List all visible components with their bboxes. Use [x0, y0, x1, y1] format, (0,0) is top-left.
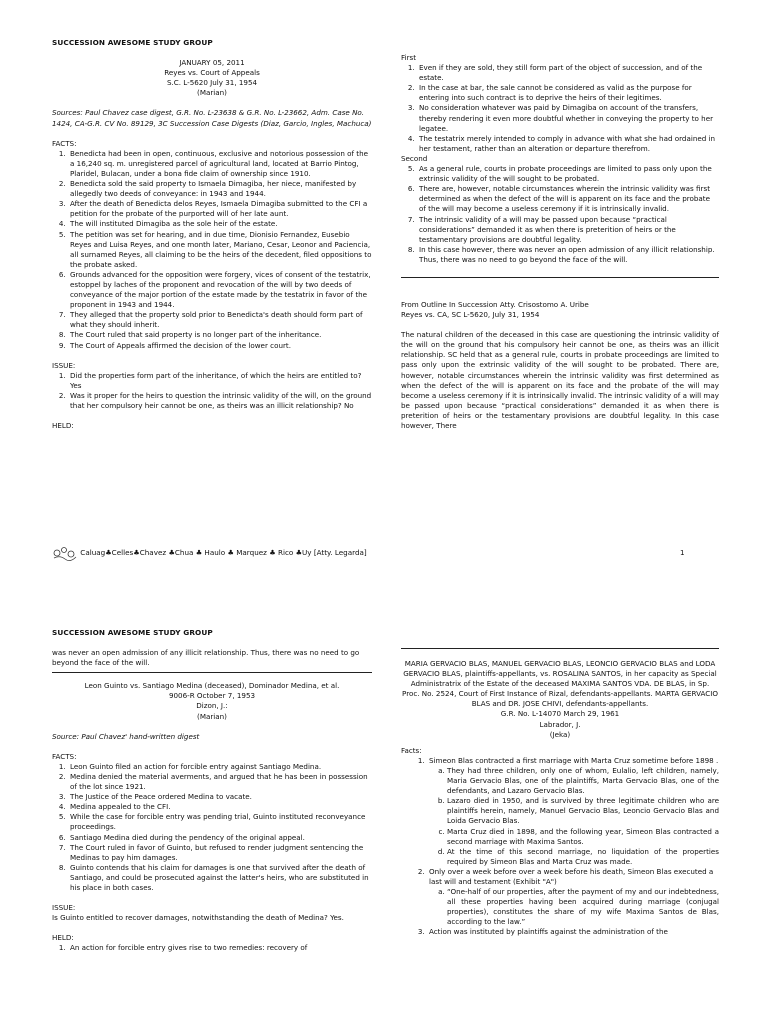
list-item-text: Only over a week before over a week before his death, Simeon Blas executed a last will and testament (Exhibit "A"): [429, 866, 714, 886]
list-item: 1. Did the properties form part of the inheritance, of which the heirs are entitled to? Yes: [68, 371, 372, 391]
list-item: 7. They alleged that the property sold prior to Benedicta's death should form part of what they should inherit.: [68, 310, 372, 330]
list-item: 3. The Justice of the Peace ordered Medina to vacate.: [68, 792, 372, 802]
list-item: 2. Benedicta sold the said property to Ismaela Dimagiba, her niece, manifested by allegedly two deeds of conveyance: in 1943 and 1944.: [68, 179, 372, 199]
facts-list: [52, 762, 372, 893]
list-item: 8. The Court ruled that said property is no longer part of the inheritance.: [68, 330, 372, 340]
issues-list: [52, 371, 372, 411]
held-label: HELD:: [52, 933, 74, 943]
list-item: [427, 867, 719, 928]
list-item: 4. The testatrix merely intended to comply in advance with what she had ordained in her testament, rather than an alteration or departure therefrom.: [417, 134, 719, 154]
ponente: Dizon, J.:: [196, 701, 228, 711]
sources: Sources: Paul Chavez case digest, G.R. No. L-23638 & G.R. No. L-23662, Adm. Case No. 1424, CA-G.R. CV No. 89129, 3C Succession Case Digests (Diaz, Garcio, Ingles, Machuca): [52, 108, 372, 128]
outline-text: The natural children of the deceased in this case are questioning the intrinsic validity of the will on the ground that his compulsory heir cannot be one, as theirs was an illicit relationship. SC held that as a general rule, courts in probate proceedings are limited to pass only upon the extrinsic validity of the will sought to be probated. There are, however, notable circumstances wherein the intrinsic validity was first determined as when the defect of the will is apparent on its face and the probate of the will may become a useless ceremony if it is intrinsically invalid. The intrinsic validity of a will may be passed upon because “practical considerations” demanded it as when there is preterition of heirs or the testamentary provisions are doubtful legality. In this case however, There: [401, 330, 719, 430]
list-item: 1. Even if they are sold, they still form part of the object of succession, and of the estate.: [417, 63, 719, 83]
sub-list: [429, 766, 719, 867]
list-item: 3. After the death of Benedicta delos Reyes, Ismaela Dimagiba submitted to the CFI a petition for the probate of the purported will of her late aunt.: [68, 199, 372, 219]
facts-label: FACTS:: [52, 138, 77, 148]
list-item: 4. The will instituted Dimagiba as the sole heir of the estate.: [68, 219, 372, 229]
second-label: Second: [401, 153, 428, 163]
list-item: 7. The intrinsic validity of a will may be passed upon because “practical considerations” demanded it as when there is preterition of heirs or the testamentary provisions are doubtful legality.: [417, 215, 719, 245]
list-item: d. At the time of this second marriage, no liquidation of the properties required by Simeon Blas and Marta Cruz was made.: [447, 847, 719, 867]
source: Source: Paul Chavez' hand-written digest: [52, 731, 200, 741]
case-title: MARIA GERVACIO BLAS, MANUEL GERVACIO BLAS, LEONCIO GERVACIO BLAS and LODA GERVACIO BLAS, plaintiffs-appellants, vs. ROSALINA SANTOS, in her capacity as Special Administratrix of the Estate of the deceased MAXIMA SANTOS VDA. DE BLAS, in Sp. Proc. No. 2524, Court of First Instance of Rizal, defendants-appellants. MARTA GERVACIO BLAS and DR. JOSE CHIVI, defendants-appellants.: [402, 659, 718, 709]
list-item: 5. While the case for forcible entry was pending trial, Guinto instituted reconveyance proceedings.: [68, 812, 372, 832]
case-date: JANUARY 05, 2011: [179, 58, 245, 68]
page1-left-column: [52, 38, 372, 431]
page-gap: [0, 580, 768, 598]
document-page-2: [0, 598, 768, 1024]
page-footer: [52, 545, 692, 561]
list-item: 1. Leon Guinto filed an action for forcible entry against Santiago Medina.: [68, 762, 372, 772]
continuation-text: was never an open admission of any illicit relationship. Thus, there was no need to go beyond the face of the will.: [52, 648, 360, 668]
issue-text: Is Guinto entitled to recover damages, notwithstanding the death of Medina? Yes.: [52, 913, 344, 923]
page2-left-column: [52, 628, 372, 953]
first-label: First: [401, 53, 417, 62]
list-item: a. “One-half of our properties, after the payment of my and our indebtedness, all these properties having been acquired during marriage (conjugal properties), constitutes the share of my wife Maxima Santos de Blas, according to the law.”: [447, 887, 719, 927]
held-label: HELD:: [52, 421, 74, 431]
list-item: 4. Medina appealed to the CFI.: [68, 802, 372, 812]
list-item: a. They had three children, only one of whom, Eulalio, left children, namely, Maria Gervacio Blas, one of the plaintiffs, Marta Gervacio Blas, one of the defendants, and Lazaro Gervacio Blas.: [447, 766, 719, 796]
list-item: 6. Grounds advanced for the opposition were forgery, vices of consent of the testatrix, estoppel by laches of the proponent and revocation of the will by two deeds of conveyance of the major portion of the estate made by the testatrix in favor of the proponent in 1943 and 1944.: [68, 270, 372, 310]
list-item: 3. No consideration whatever was paid by Dimagiba on account of the transfers, thereby rendering it even more doubtful whether in conveying the property to her legatee.: [417, 103, 719, 133]
page2-right-column: [401, 648, 719, 938]
sub-list: [429, 887, 719, 927]
second-list: [401, 164, 719, 265]
issue-label: ISSUE:: [52, 903, 76, 913]
facts-label: Facts:: [401, 745, 422, 755]
list-item: 2. Medina denied the material averments, and argued that he has been in possession of the lot since 1921.: [68, 772, 372, 792]
list-item: 2. Was it proper for the heirs to question the intrinsic validity of the will, on the ground that her compulsory heir cannot be one, as theirs was an illicit relationship? No: [68, 391, 372, 411]
list-item: 6. There are, however, notable circumstances wherein the intrinsic validity was first determined as when the defect of the will is apparent on its face and the probate of the will may become a useless ceremony if it is intrinsically invalid.: [417, 184, 719, 214]
list-item: 6. Santiago Medina died during the pendency of the original appeal.: [68, 833, 372, 843]
list-item: c. Marta Cruz died in 1898, and the following year, Simeon Blas contracted a second marriage with Maxima Santos.: [447, 827, 719, 847]
list-item-text: Simeon Blas contracted a first marriage with Marta Cruz sometime before 1898 .: [429, 755, 719, 765]
list-item: 9. The Court of Appeals affirmed the decision of the lower court.: [68, 341, 372, 351]
list-item: 1. An action for forcible entry gives rise to two remedies: recovery of: [68, 943, 372, 953]
case-title: Reyes vs. Court of Appeals: [164, 68, 260, 78]
outline-case: Reyes vs. CA, SC L-5620, July 31, 1954: [401, 310, 540, 320]
ponente: Labrador, J.: [539, 719, 581, 729]
running-header: SUCCESSION AWESOME STUDY GROUP: [52, 628, 213, 637]
held-list: [52, 943, 372, 953]
case-author: (Marian): [197, 711, 227, 721]
outline-source: From Outline In Succession Atty. Crisostomo A. Uribe: [401, 299, 589, 309]
list-item: 7. The Court ruled in favor of Guinto, but refused to render judgment sentencing the Medinas to pay him damages.: [68, 843, 372, 863]
list-item: 3. Action was instituted by plaintiffs against the administration of the: [427, 927, 719, 937]
list-item: 8. In this case however, there was never an open admission of any illicit relationship. Thus, there was no need to go beyond the face of the will.: [417, 245, 719, 265]
list-item: [427, 756, 719, 867]
list-item: 1. Benedicta had been in open, continuous, exclusive and notorious possession of the a 16,240 sq. m. unregistered parcel of agricultural land, located at Barrio Pintog, Plaridel, Bulacan, under a bona fide claim of ownership since 1910.: [68, 149, 372, 179]
issue-label: ISSUE:: [52, 360, 76, 370]
running-header: SUCCESSION AWESOME STUDY GROUP: [52, 38, 213, 47]
page-number: 1: [680, 548, 685, 557]
case-number: G.R. No. L-14070 March 29, 1961: [500, 709, 620, 719]
first-list: [401, 63, 719, 154]
list-item: 5. As a general rule, courts in probate proceedings are limited to pass only upon the extrinsic validity of the will sought to be probated.: [417, 164, 719, 184]
page1-right-column: [401, 53, 719, 431]
list-item: 2. In the case at bar, the sale cannot be considered as valid as the purpose for entering into such contract is to deprive the heirs of their legitimes.: [417, 83, 719, 103]
facts-list: [52, 149, 372, 351]
case-author: (Jeka): [549, 729, 571, 739]
list-item: 8. Guinto contends that his claim for damages is one that survived after the death of Santiago, and could be prosecuted against the latter's heirs, who are substituted in his place in both cases.: [68, 863, 372, 893]
case-author: (Marian): [197, 88, 227, 98]
list-item: 5. The petition was set for hearing, and in due time, Dionisio Fernandez, Eusebio Reyes and Luisa Reyes, and one month later, Mariano, Cesar, Leonor and Paciencia, all surnamed Reyes, all claiming to be the heirs of the decedent, filed oppositions to the probate asked.: [68, 230, 372, 270]
facts-list: [401, 756, 719, 938]
case-number: 9006-R October 7, 1953: [168, 691, 256, 701]
case-title: Leon Guinto vs. Santiago Medina (deceased), Dominador Medina, et al.: [84, 681, 340, 691]
footer-members: Caluag♣Celles♣Chavez ♣Chua ♣ Haulo ♣ Marquez ♣ Rico ♣Uy [Atty. Legarda]: [80, 548, 367, 557]
case-number: S.C. L-5620 July 31, 1954: [166, 78, 258, 88]
list-item: b. Lazaro died in 1950, and is survived by three legitimate children who are plaintiffs herein, namely, Manuel Gervacio Blas, Leoncio Gervacio Blas and Loida Gervacio Blas.: [447, 796, 719, 826]
study-group-logo-icon: [52, 545, 78, 561]
facts-label: FACTS:: [52, 751, 77, 761]
